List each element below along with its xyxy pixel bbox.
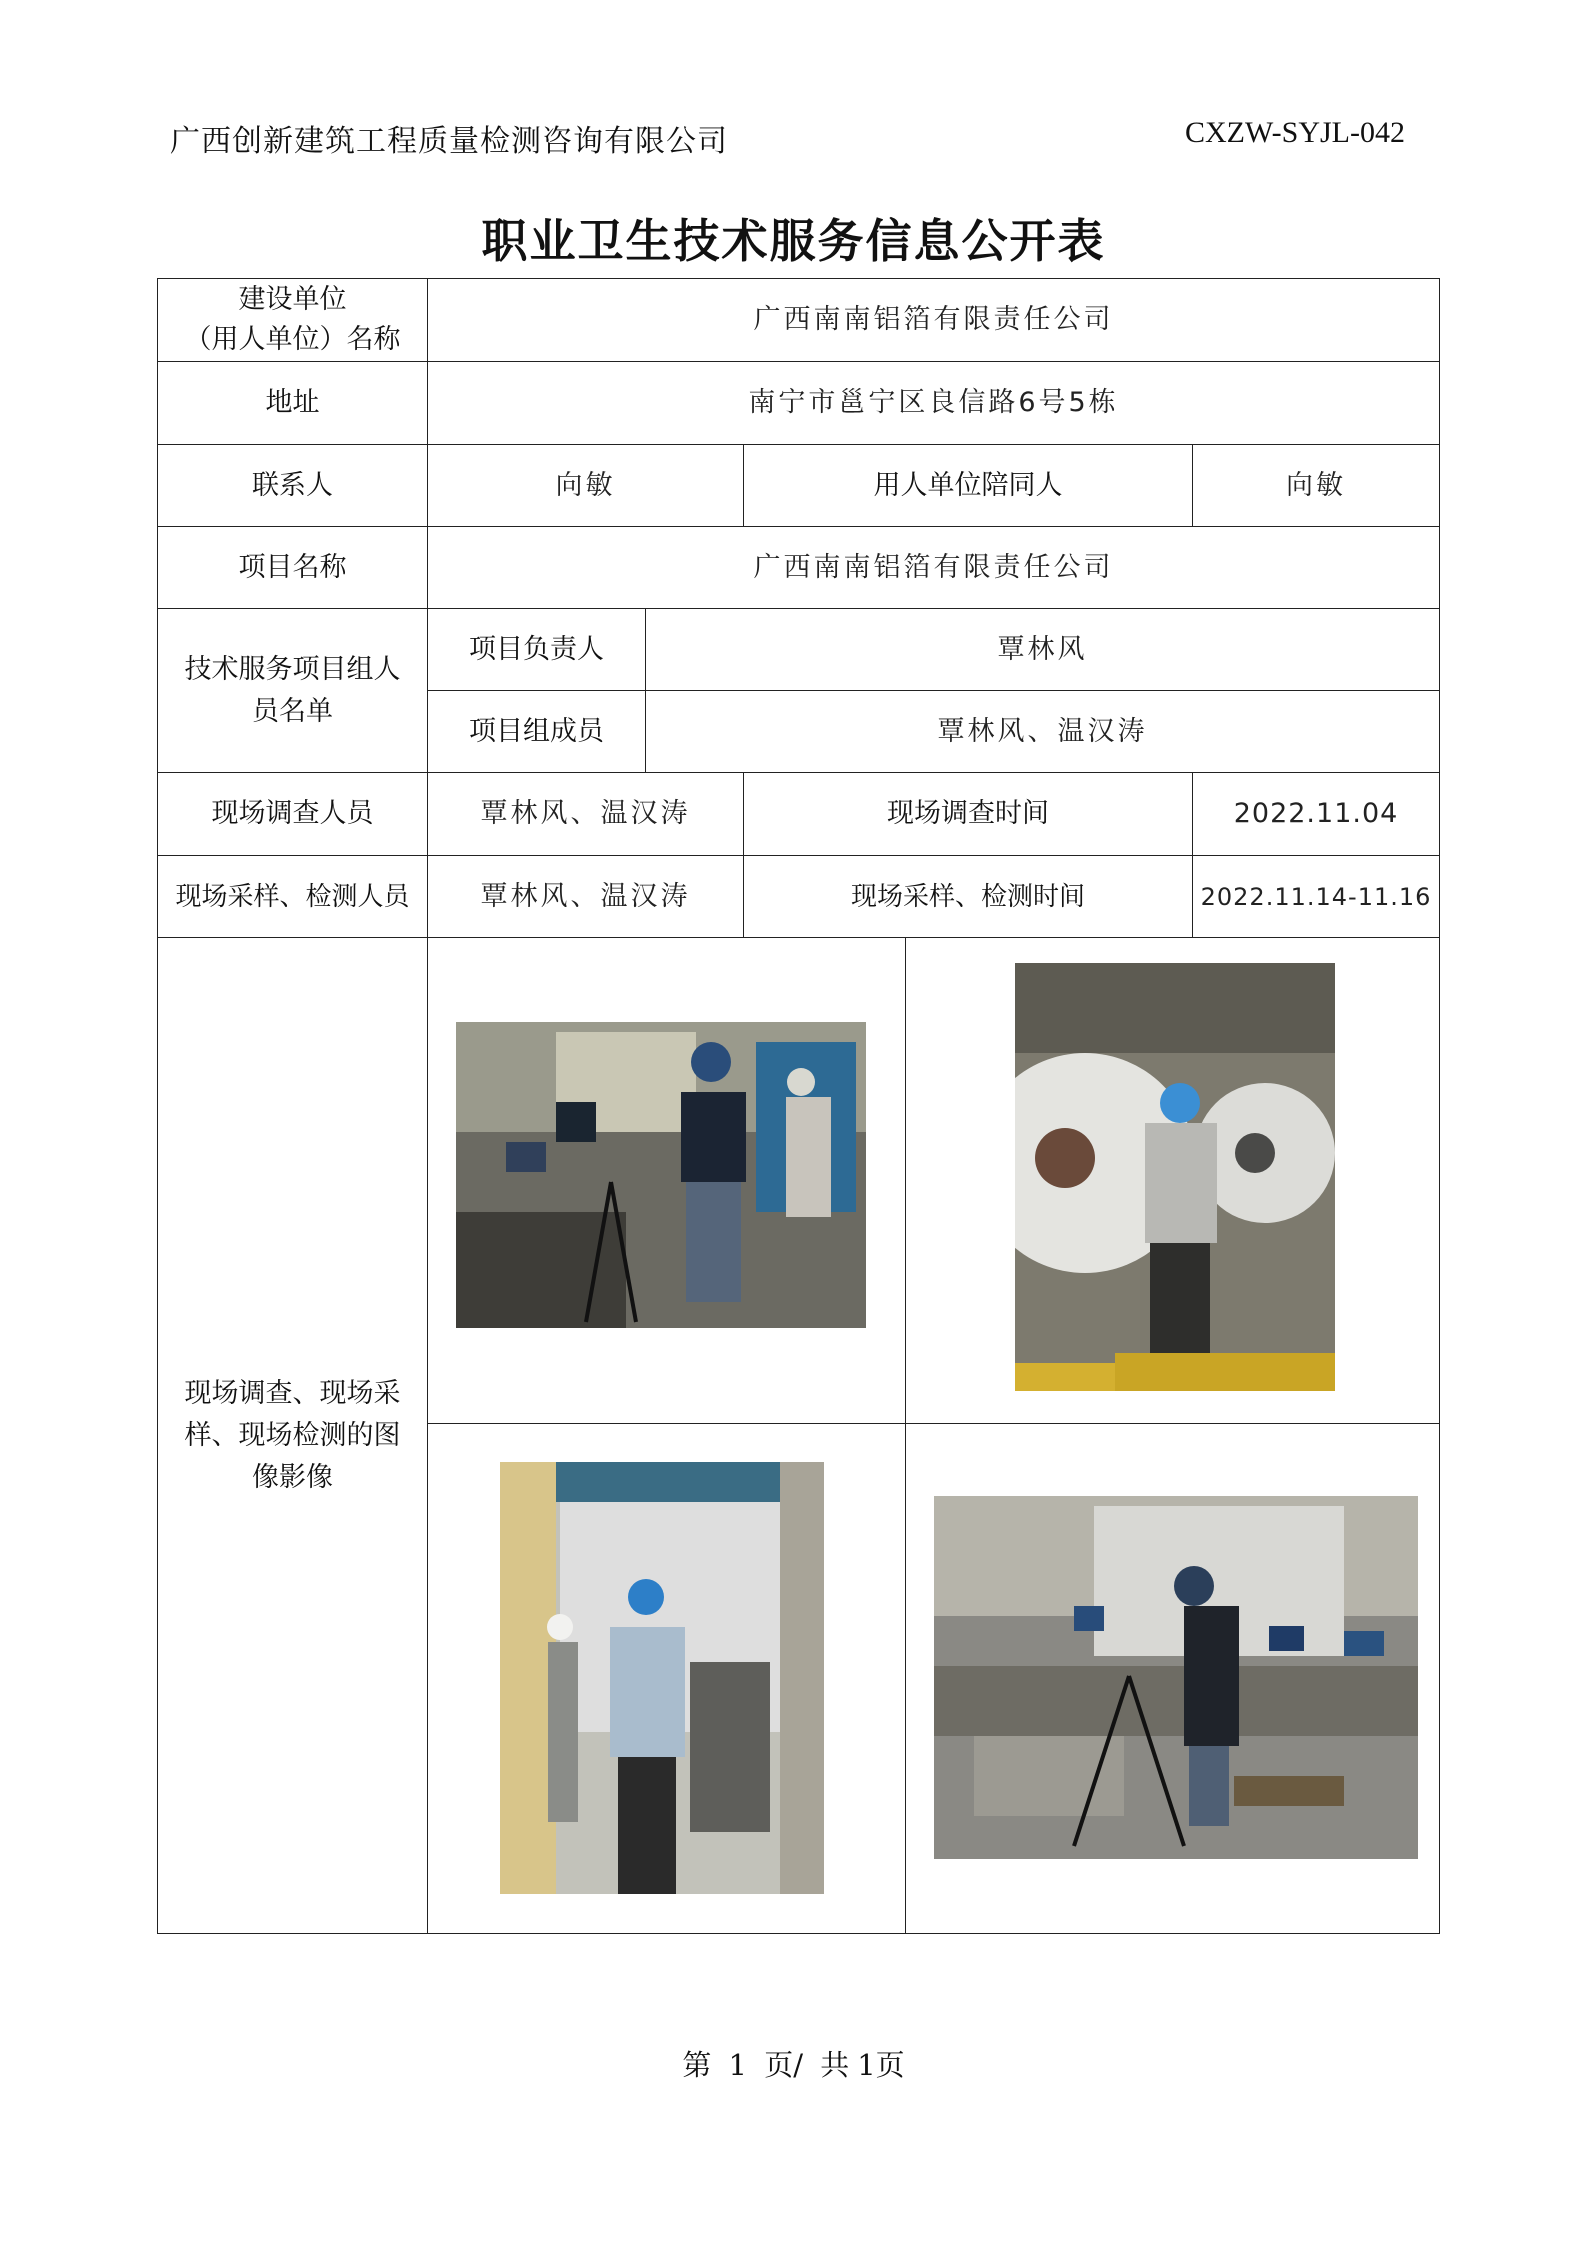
site-photo-1 [456, 1022, 866, 1328]
survey-time-label: 现场调查时间 [744, 773, 1193, 856]
survey-staff-label: 现场调查人员 [158, 773, 428, 856]
leader-value: 覃林风 [646, 609, 1440, 691]
images-label [158, 938, 428, 1934]
address-label: 地址 [158, 362, 428, 445]
page-footer [0, 2043, 1587, 2084]
employer-label-line2: （用人单位）名称 [184, 324, 401, 356]
footer-page-prefix: 第 [682, 2048, 712, 2082]
employer-label-line1: 建设单位 [238, 284, 347, 316]
info-table [157, 278, 1440, 1934]
header-company: 广西创新建筑工程质量检测咨询有限公司 [170, 124, 728, 159]
photo-cell-3 [428, 1423, 906, 1933]
project-label: 项目名称 [158, 527, 428, 609]
sampling-time-value: 2022.11.14-11.16 [1193, 856, 1440, 938]
sampling-staff-label: 现场采样、检测人员 [158, 856, 428, 938]
footer-page-mid: 页/ [764, 2048, 803, 2082]
page-title: 职业卫生技术服务信息公开表 [481, 214, 1106, 268]
photo-cell-2 [906, 938, 1440, 1423]
images-label-text: 现场调查、现场采样、现场检测的图像影像 [184, 1377, 401, 1493]
footer-total-prefix: 共 [820, 2048, 850, 2082]
footer-page-current: 1 [728, 2048, 747, 2082]
footer-page-total: 1页 [857, 2048, 905, 2082]
survey-time-value: 2022.11.04 [1193, 773, 1440, 856]
survey-staff-value: 覃林风、温汉涛 [428, 773, 744, 856]
employer-label [158, 279, 428, 362]
contact-value: 向敏 [428, 445, 744, 527]
contact-label: 联系人 [158, 445, 428, 527]
team-label [158, 609, 428, 773]
site-photo-3 [500, 1462, 824, 1894]
site-photo-2 [1015, 963, 1335, 1391]
escort-label: 用人单位陪同人 [744, 445, 1193, 527]
team-label-text: 技术服务项目组人员名单 [184, 653, 401, 727]
sampling-time-label: 现场采样、检测时间 [744, 856, 1193, 938]
employer-value: 广西南南铝箔有限责任公司 [428, 279, 1440, 362]
sampling-staff-value: 覃林风、温汉涛 [428, 856, 744, 938]
site-photo-4 [934, 1496, 1418, 1859]
leader-label: 项目负责人 [428, 609, 646, 691]
members-value: 覃林风、温汉涛 [646, 691, 1440, 773]
project-value: 广西南南铝箔有限责任公司 [428, 527, 1440, 609]
photo-cell-4 [906, 1423, 1440, 1933]
escort-value: 向敏 [1193, 445, 1440, 527]
header-doc-code: CXZW-SYJL-042 [1185, 116, 1405, 149]
members-label: 项目组成员 [428, 691, 646, 773]
address-value: 南宁市邕宁区良信路6号5栋 [428, 362, 1440, 445]
photo-cell-1 [428, 938, 906, 1423]
